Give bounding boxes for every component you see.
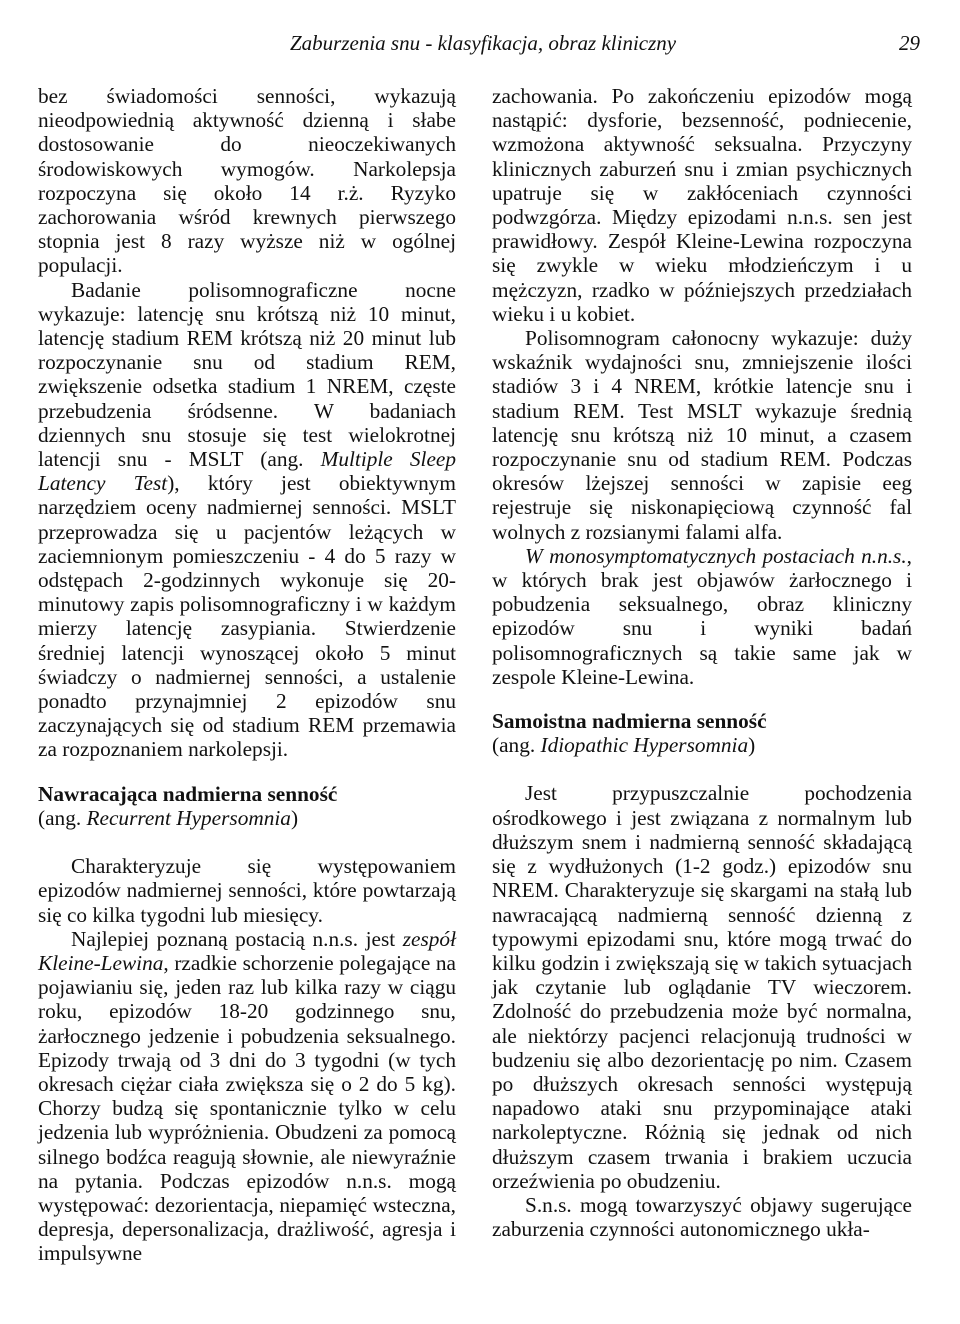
left-column <box>38 84 456 1266</box>
text-run: ) <box>290 805 299 830</box>
paragraph <box>38 278 456 762</box>
page-number: 29 <box>899 31 920 55</box>
paragraph: S.n.s. mogą towarzyszyć objawy sugerujące zaburzenia czynności autonomicznego ukła- <box>492 1192 912 1242</box>
text-run: (ang. <box>492 733 541 758</box>
italic-term: Multiple Sleep Latency Test <box>38 447 456 496</box>
page-header <box>0 30 960 60</box>
paragraph: bez świadomości senności, wykazują nieodpowiednią aktywność dzienną i słabe dostosowanie do nieoczekiwanych środowiskowych wymogów. Narkolepsja rozpoczyna się około 14 r.ż. Ryzyko zachorowania wśród krewnych pierwszego stopnia jest 8 razy wyższe niż w ogólnej populacji. <box>38 84 456 278</box>
section-heading: Samoistna nadmierna senność <box>492 709 767 734</box>
paragraph <box>492 544 912 689</box>
text-run: (ang. <box>38 805 87 830</box>
italic-term: W monosymptomatycznych postaciach n.n.s. <box>525 543 907 568</box>
paragraph: Polisomnogram całonocny wykazuje: duży wskaźnik wydajności snu, zmniejszenie ilości stadiów 3 i 4 NREM, krótkie latencje snu i stadium REM. Test MSLT wykazuje średnią latencję snu krótszą niż 10 minut, a czasem rozpoczynanie snu od stadium REM. Podczas okresów lżejszej senności w zapisie eeg rejestruje się niskonapięciową czynność fal wolnych z rozsianymi falami alfa. <box>492 326 912 544</box>
text-run: ), który jest obiektywnym narzędziem oceny nadmiernej senności. MSLT przeprowadza się u pacjentów leżących w zaciemnionym pomieszczeniu - 4 do 5 razy w odstępach 2-godzinnych wykonuje się 20-minutowy zapis polisomnograficzny i w każdym mierzy latencję zasypiania. Stwierdzenie średniej latencji wynoszącej około 5 minut świadczy o nadmiernej senności, a ustalenie ponadto przynajmniej 2 epizodów snu zaczynających się od stadium REM przemawia za rozpoznaniem narkolepsji. <box>38 471 456 762</box>
section-heading: Nawracająca nadmierna senność <box>38 781 338 806</box>
text-run: , rzadkie schorzenie polegające na pojawianiu się, jeden raz lub kilka razy w ciągu roku, epizodów 18-20 godzinnego snu, żarłocznego jedzenie i pobudzenia seksualnego. Epizody trwają od 3 dni do 3 tygodni (w tych okresach ciężar ciała zwiększa się o 2 do 5 kg). Chorzy budzą się spontanicznie tylko w celu jedzenia lub wypróżnienia. Obudzeni za pomocą silnego bodźca reagują słownie, ale niewyraźnie na pytania. Podczas epizodów n.n.s. mogą występować: dezorientacja, niepamięć wsteczna, depresja, depersonalizacja, drażliwość, agresja i impulsywne <box>38 950 456 1266</box>
italic-term: Recurrent Hypersomnia <box>86 805 291 830</box>
right-column <box>492 84 912 1241</box>
paragraph: Charakteryzuje się występowaniem epizodów nadmiernej senności, które powtarzają się co kilka tygodni lub miesięcy. <box>38 854 456 927</box>
section-subheading <box>492 733 912 757</box>
italic-term: zespół Kleine-Lewina <box>38 926 456 975</box>
text-run: Najlepiej poznaną postacią n.n.s. jest <box>71 926 403 951</box>
text-run: ) <box>748 733 756 758</box>
text-run: , w których brak jest objawów żarłocznego i pobudzenia seksualnego, obraz kliniczny epizodów snu i wyniki badań polisomnograficznych są takie same jak w zespole Kleine-Lewina. <box>492 543 912 689</box>
paragraph <box>38 927 456 1266</box>
text-run: Badanie polisomnograficzne nocne wykazuje: latencję snu krótszą niż 10 minut, latencję stadium REM krótszą niż 20 minut lub rozpoczynanie snu od stadium REM, zwiększenie odsetka stadium 1 NREM, częste przebudzenia śródsenne. W badaniach dziennych snu stosuje się test wielokrotnej latencji snu - MSLT (ang. <box>38 277 456 472</box>
running-title: Zaburzenia snu - klasyfikacja, obraz kliniczny <box>290 31 677 55</box>
italic-term: Idiopathic Hypersomnia <box>540 733 749 758</box>
section-subheading <box>38 806 456 830</box>
paragraph: zachowania. Po zakończeniu epizodów mogą nastąpić: dysforie, bezsenność, podniecenie, wzmożona aktywność seksualna. Przyczyny klinicznych zaburzeń snu i zmian psychicznych upatruje się w zakłóceniach czynności podwzgórza. Między epizodami n.n.s. sen jest prawidłowy. Zespół Kleine-Lewina rozpoczyna się zwykle w wieku młodzieńczym i u mężczyzn, rzadko w późniejszych przedziałach wieku i u kobiet. <box>492 84 912 326</box>
paragraph: Jest przypuszczalnie pochodzenia ośrodkowego i jest związana z normalnym lub dłuższym snem i nadmierną senność składającą się z wydłużonych (1-2 godz.) epizodów snu NREM. Charakteryzuje się skargami na stałą lub nawracającą nadmierną senność dzienną z typowymi epizodami snu, które mogą trwać do kilku godzin i zwiększają się w takich sytuacjach jak czytanie lub oglądanie TV wieczorem. Zdolność do przebudzenia może być normalna, ale niektórzy pacjenci relacjonują trudności w budzeniu się albo dezorientację po nim. Czasem po dłuższych okresach senności występują napadowo ataki snu przypominające ataki narkoleptyczne. Różnią się jednak od nich dłuższym czasem trwania i brakiem uczucia orzeźwienia po obudzeniu. <box>492 781 912 1193</box>
